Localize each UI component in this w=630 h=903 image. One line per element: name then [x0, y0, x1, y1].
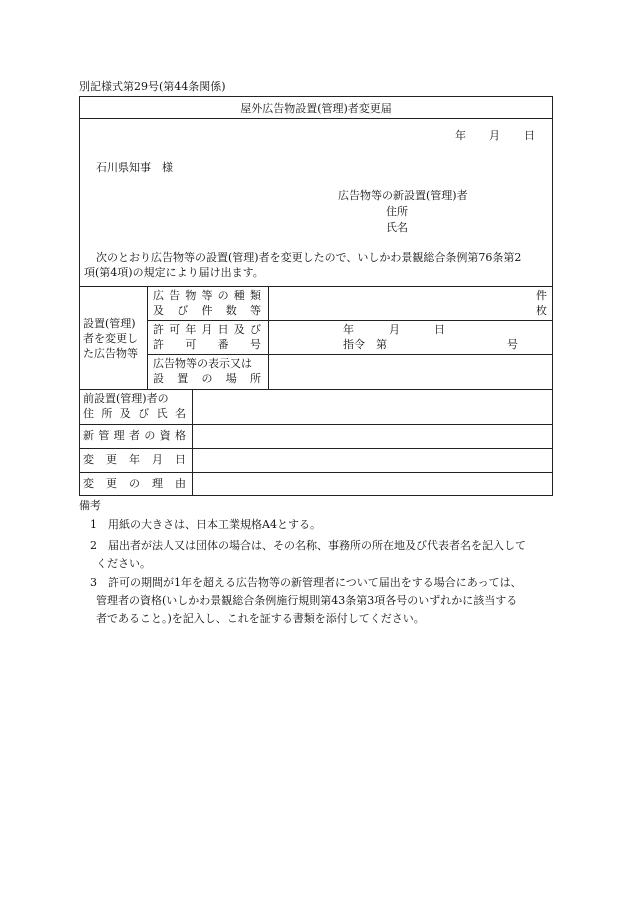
value-divider-upper: [268, 286, 269, 389]
form-title: 屋外広告物設置(管理)者変更届: [240, 102, 392, 115]
notes-heading: 備考: [79, 499, 101, 512]
group-divider: [147, 286, 148, 389]
label-change-date: 変 更 年 月 日: [83, 453, 186, 466]
value-divider-lower: [192, 389, 193, 496]
row-divider-3: [79, 389, 553, 390]
label-new-manager-qualification: 新 管 理 者 の 資 格: [83, 429, 186, 442]
label-permit-number-line-2: 許 可 番 号: [153, 338, 261, 351]
applicant-name-label: 氏名: [386, 221, 408, 234]
note-3-line-1: 許可の期間が1年を超える広告物等の新管理者について届出をする場合にあっては、: [108, 576, 522, 589]
label-previous-owner-line-1: 前設置(管理)者の: [83, 392, 169, 405]
row-divider-6: [79, 472, 553, 473]
note-3-line-2: 管理者の資格(いしかわ景観総合条例施行規則第43条第3項各号のいずれかに該当する: [96, 594, 518, 607]
applicant-address-label: 住所: [386, 205, 408, 218]
note-3-line-3: 者であること。)を記入し、これを証する書類を添付してください。: [96, 612, 425, 625]
permit-shirei-label: 指令: [343, 338, 365, 351]
label-display-location-line-2: 設 置 の 場 所: [153, 372, 261, 385]
label-previous-owner-line-2: 住 所 及 び 氏 名: [83, 407, 186, 420]
addressee: 石川県知事 様: [96, 161, 173, 174]
row-divider-2: [147, 354, 553, 355]
body-text-line-1: 次のとおり広告物等の設置(管理)者を変更したので、いしかわ景観総合条例第76条第2: [96, 251, 522, 264]
permit-dai-label: 第: [376, 338, 387, 351]
unit-mai: 枚: [536, 304, 547, 317]
permit-year-label: 年: [343, 323, 354, 336]
changed-ads-group-label: 設置(管理) 者を変更し た広告物等: [83, 317, 138, 360]
note-2-line-1: 届出者が法人又は団体の場合は、その名称、事務所の所在地及び代表者名を記入して: [108, 539, 526, 552]
label-ad-kind-line-2: 及 び 件 数 等: [153, 304, 261, 317]
permit-month-label: 月: [389, 323, 400, 336]
body-text-line-2: 項(第4項)の規定により届け出ます。: [84, 266, 264, 279]
row-divider-4: [79, 424, 553, 425]
permit-go-label: 号: [507, 338, 518, 351]
date-month-label: 月: [489, 129, 500, 142]
label-display-location-line-1: 広告物等の表示又は: [153, 357, 252, 370]
label-change-reason: 変 更 の 理 由: [83, 477, 186, 490]
date-year-label: 年: [455, 129, 466, 142]
label-ad-kind-line-1: 広 告 物 等 の 種 類: [153, 289, 261, 302]
date-day-label: 日: [524, 129, 535, 142]
note-1-text: 用紙の大きさは、日本工業規格A4とする。: [108, 518, 321, 531]
form-number: 別記様式第29号(第44条関係): [79, 80, 226, 93]
note-2-number: 2: [90, 539, 97, 552]
note-1-number: 1: [90, 518, 97, 531]
title-divider: [79, 118, 553, 119]
note-3-number: 3: [90, 576, 97, 589]
label-permit-date-line-1: 許 可 年 月 日 及 び: [153, 323, 261, 336]
row-divider-5: [79, 448, 553, 449]
row-divider-1: [147, 320, 553, 321]
unit-ken: 件: [536, 289, 547, 302]
applicant-role: 広告物等の新設置(管理)者: [338, 189, 468, 202]
note-2-line-2: ください。: [96, 557, 151, 570]
permit-day-label: 日: [434, 323, 445, 336]
table-top-line: [79, 286, 553, 287]
